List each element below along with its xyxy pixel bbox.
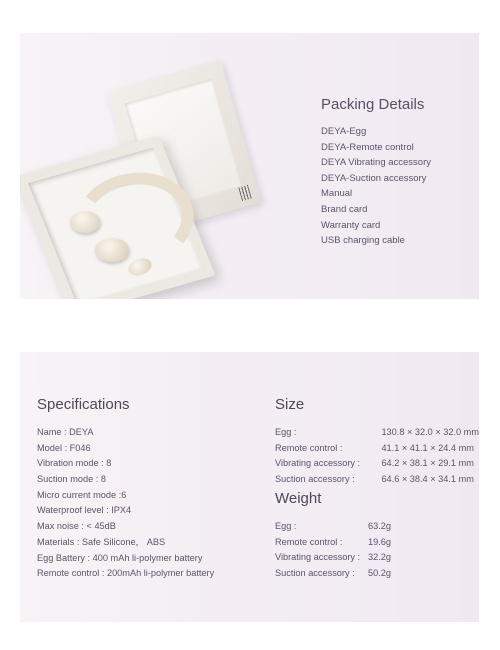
size-row (275, 456, 479, 472)
specifications-list (37, 425, 214, 582)
packing-item: DEYA Vibrating accessory (321, 157, 432, 169)
specifications-panel (20, 352, 479, 622)
spec-item: Model : F046 (37, 442, 91, 453)
spec-item: Suction mode : 8 (37, 474, 106, 485)
spec-item: Remote control : 200mAh li-polymer battery (37, 568, 215, 579)
size-label: Suction accessory : (275, 473, 355, 484)
packing-item: DEYA-Suction accessory (321, 172, 427, 184)
spec-item: Max noise : < 45dB (37, 521, 116, 532)
weight-label: Suction accessory : (275, 567, 355, 578)
size-row (275, 472, 479, 488)
spec-item: Waterproof level : IPX4 (37, 505, 132, 516)
remote-control-image (95, 238, 129, 262)
spec-item: Name : DEYA (37, 427, 94, 437)
packing-item: Manual (321, 188, 353, 200)
product-box-photo (20, 33, 285, 299)
weight-value: 19.6g (368, 536, 391, 547)
size-label: Vibrating accessory : (275, 458, 361, 469)
size-value: 41.1 × 41.1 × 24.4 mm (381, 442, 474, 453)
spec-item: Materials : Safe Silicone， ABS (37, 536, 166, 547)
size-title: Size (275, 396, 305, 413)
weight-row (275, 535, 391, 551)
spec-item: Micro current mode :6 (37, 489, 127, 500)
packing-details-panel (20, 33, 479, 299)
packing-item: Warranty card (321, 219, 381, 231)
weight-value: 32.2g (368, 552, 391, 563)
packing-details-title: Packing Details (321, 96, 425, 113)
size-value: 130.8 × 32.0 × 32.0 mm (381, 427, 479, 437)
packing-item: DEYA-Remote control (321, 141, 414, 153)
size-label: Remote control : (275, 442, 343, 453)
size-value: 64.6 × 38.4 × 34.1 mm (381, 473, 474, 484)
weight-label: Egg : (275, 521, 297, 531)
weight-title: Weight (275, 490, 322, 507)
weight-value: 63.2g (368, 521, 391, 531)
packing-item: Brand card (321, 203, 368, 215)
weight-row (275, 566, 391, 582)
packing-list (321, 124, 431, 249)
weight-label: Vibrating accessory : (275, 552, 361, 563)
size-row (275, 441, 479, 457)
weight-row (275, 519, 391, 535)
weight-value: 50.2g (368, 567, 391, 578)
egg-device-image (70, 211, 100, 233)
spec-item: Vibration mode : 8 (37, 458, 112, 469)
weight-label: Remote control : (275, 536, 343, 547)
packing-item: DEYA-Egg (321, 126, 367, 137)
size-value: 64.2 × 38.1 × 29.1 mm (381, 458, 474, 469)
size-table (275, 425, 479, 487)
weight-row (275, 550, 391, 566)
packing-item: USB charging cable (321, 235, 405, 247)
size-row (275, 425, 479, 441)
barcode-icon (238, 185, 251, 201)
weight-table (275, 519, 391, 581)
specifications-title: Specifications (37, 396, 130, 413)
size-label: Egg : (275, 427, 297, 437)
spec-item: Egg Battery : 400 mAh li-polymer battery (37, 552, 203, 563)
